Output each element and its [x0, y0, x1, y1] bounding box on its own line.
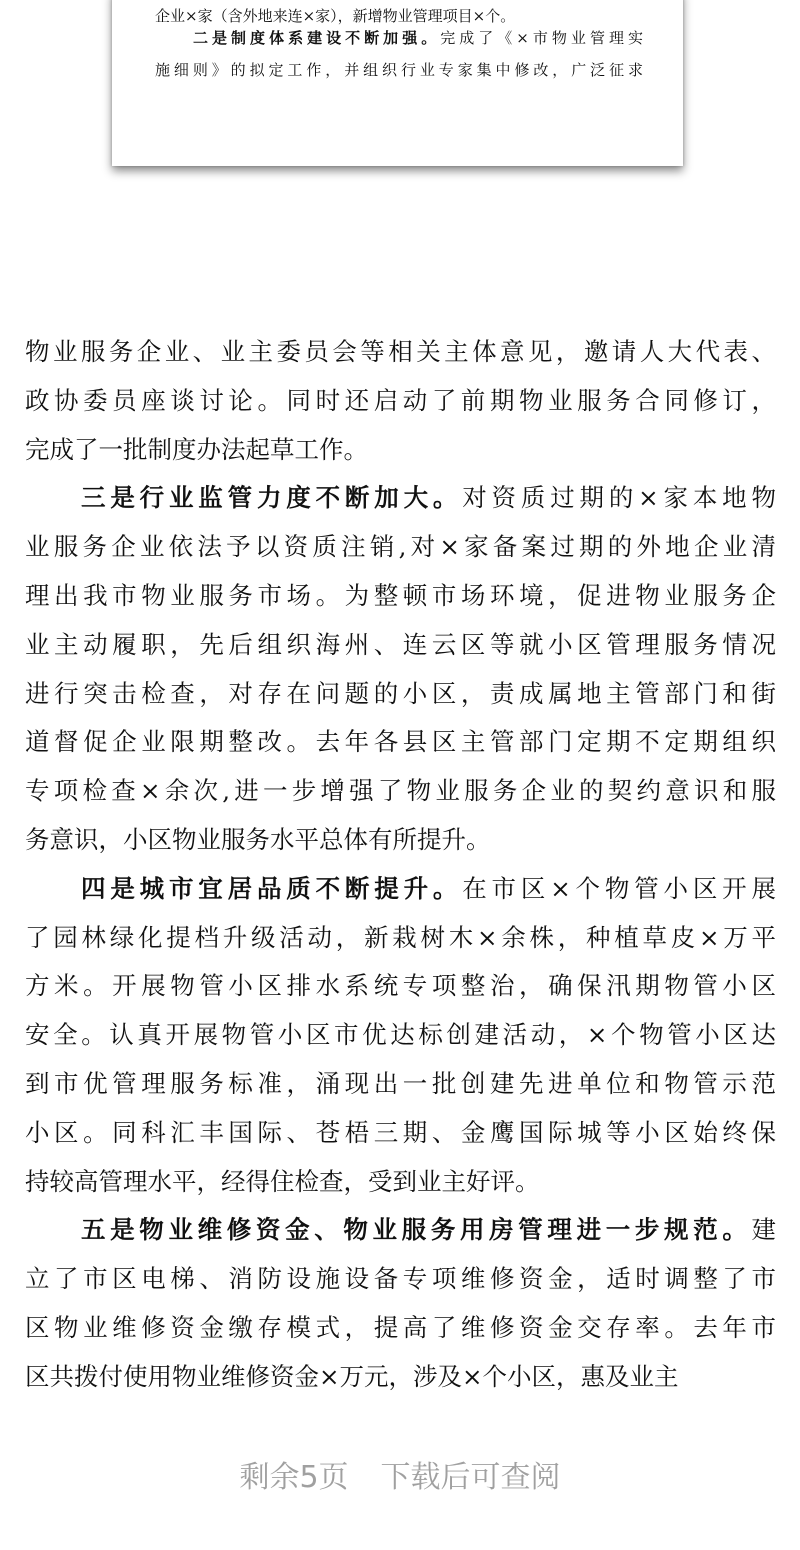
line-text: 持较高管理水平，经得住检查，受到业主好评。 [25, 1166, 540, 1196]
document-line [25, 1255, 776, 1304]
document-line [25, 523, 776, 572]
document-line [25, 1060, 776, 1109]
document-line [25, 1353, 776, 1402]
document-line [25, 328, 776, 377]
document-line [25, 426, 776, 475]
document-line [25, 1158, 776, 1207]
line-text: 专项检查×余次,进一步增强了物业服务企业的契约意识和服 [25, 776, 776, 806]
card-line: 二是制度体系建设不断加强。完成了《×市物业管理实 [193, 29, 643, 47]
paragraph-heading: 五是物业维修资金、物业服务用房管理进一步规范。 [81, 1215, 752, 1245]
card-line: 企业×家（含外地来连×家），新增物业管理项目×个。 [155, 7, 516, 25]
line-text: 务意识，小区物业服务水平总体有所提升。 [25, 824, 491, 854]
line-text: 区共拨付使用物业维修资金×万元，涉及×个小区，惠及业主 [25, 1361, 679, 1391]
document-line [25, 1109, 776, 1158]
line-text: 理出我市物业服务市场。为整顿市场环境，促进物业服务企 [25, 580, 776, 610]
line-text: 业主动履职，先后组织海州、连云区等就小区管理服务情况 [25, 629, 776, 659]
remaining-pages-label: 剩余5页 [239, 1460, 349, 1495]
document-line [25, 1206, 776, 1255]
line-text: 进行突击检查，对存在问题的小区，责成属地主管部门和街 [25, 678, 776, 708]
line-text: 业服务企业依法予以资质注销,对×家备案过期的外地企业清 [25, 532, 776, 562]
line-text: 政协委员座谈讨论。同时还启动了前期物业服务合同修订， [25, 385, 776, 415]
document-line [25, 962, 776, 1011]
document-line [25, 621, 776, 670]
line-text: 物业服务企业、业主委员会等相关主体意见，邀请人大代表、 [25, 337, 776, 366]
document-line [25, 474, 776, 523]
download-to-view-label: 下载后可查阅 [380, 1460, 561, 1495]
line-text: 小区。同科汇丰国际、苍梧三期、金鹰国际城等小区始终保 [25, 1117, 776, 1147]
line-text: 安全。认真开展物管小区市优达标创建活动，×个物管小区达 [25, 1020, 776, 1050]
paragraph-heading: 四是城市宜居品质不断提升。 [81, 873, 463, 903]
document-line [25, 718, 776, 767]
document-body [25, 328, 776, 1402]
line-text: 道督促企业限期整改。去年各县区主管部门定期不定期组织 [25, 727, 776, 757]
document-line [25, 670, 776, 719]
line-text: 完成了一批制度办法起草工作。 [25, 434, 368, 464]
document-line [25, 572, 776, 621]
document-line [25, 914, 776, 963]
line-text: 建 [751, 1215, 776, 1245]
document-line [25, 767, 776, 816]
line-text: 到市优管理服务标准，涌现出一批创建先进单位和物管示范 [25, 1068, 776, 1098]
line-text: 在市区×个物管小区开展 [462, 873, 777, 903]
line-text: 立了市区电梯、消防设施设备专项维修资金，适时调整了市 [25, 1264, 776, 1294]
line-text: 方米。开展物管小区排水系统专项整治，确保汛期物管小区 [25, 971, 776, 1001]
paragraph-heading: 三是行业监管力度不断加大。 [81, 483, 463, 513]
line-text: 了园林绿化提档升级活动，新栽树木×余株，种植草皮×万平 [25, 922, 776, 952]
document-line [25, 1011, 776, 1060]
document-line [25, 816, 776, 865]
document-line [25, 865, 776, 914]
line-text: 区物业维修资金缴存模式，提高了维修资金交存率。去年市 [25, 1312, 776, 1342]
page-preview-card [112, 0, 683, 166]
document-line [25, 1304, 776, 1353]
line-text: 对资质过期的×家本地物 [462, 483, 777, 513]
card-line: 施细则》的拟定工作，并组织行业专家集中修改，广泛征求 [155, 61, 643, 79]
remaining-pages-notice[interactable] [0, 1452, 800, 1496]
document-line [25, 377, 776, 426]
